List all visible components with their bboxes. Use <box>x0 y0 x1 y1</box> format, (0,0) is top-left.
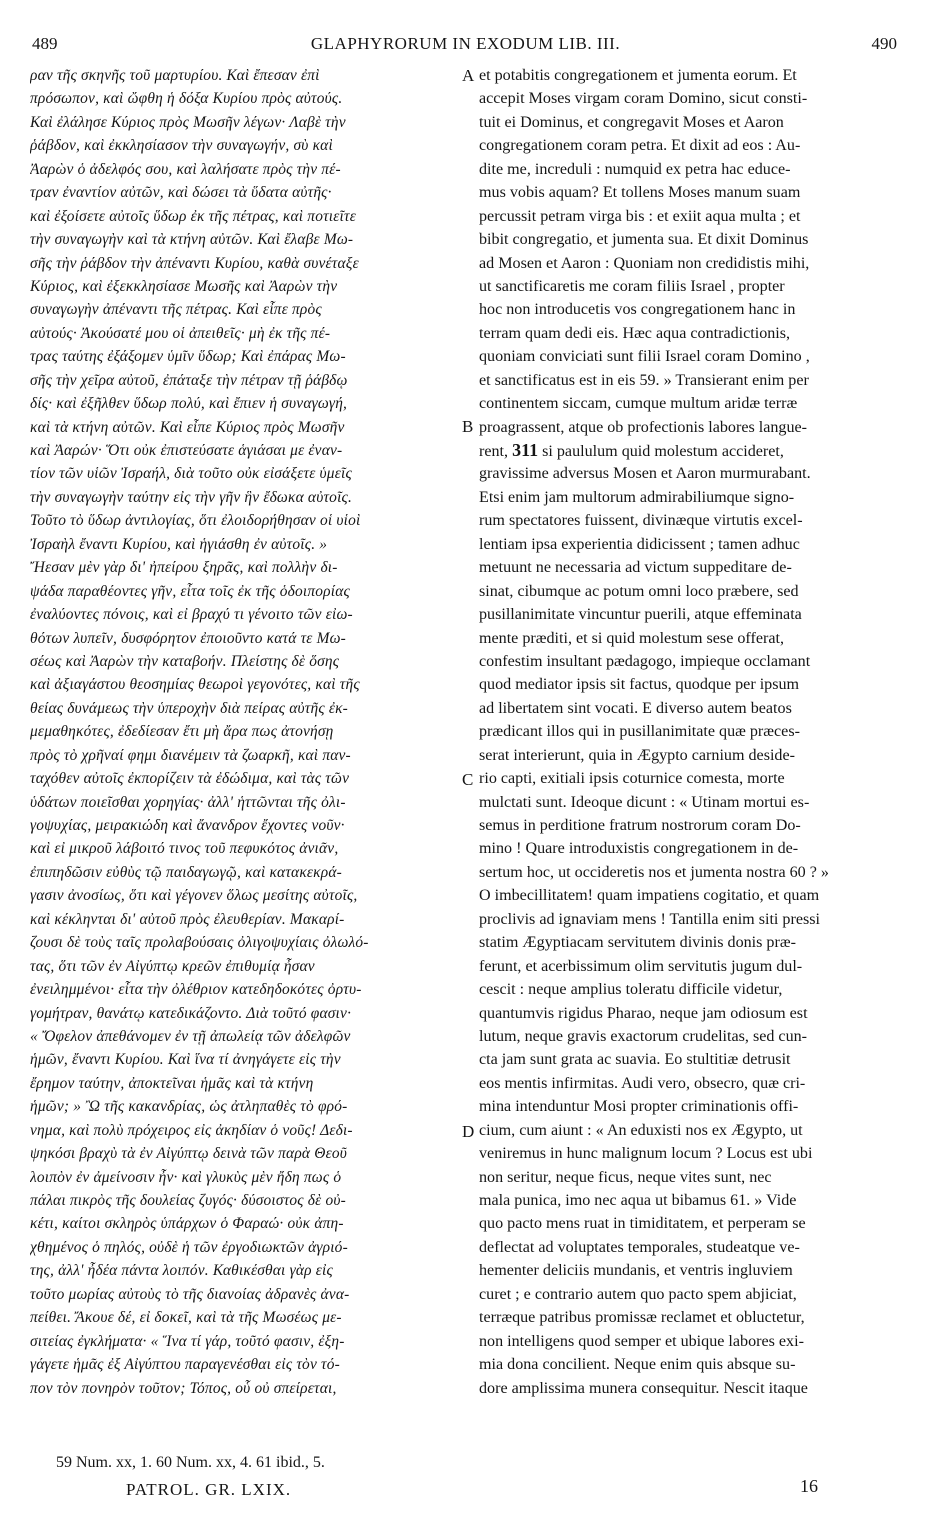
printer-signature: PATROL. GR. LXIX. <box>126 1480 292 1499</box>
latin-line: ferunt, et acerbissimum olim servitutis jugum dul- <box>479 957 803 975</box>
greek-line: ραν τῆς σκηνῆς τοῦ μαρτυρίου. Καὶ ἔπεσαν ἐπὶ <box>30 67 320 84</box>
greek-line: νημα, καὶ πολὺ πρόχειρος εἰς ἀκηδίαν ὁ νοῦς! Δεδι- <box>30 1121 353 1139</box>
latin-line: cta jam sunt grata ac suavia. Eo stultitiæ detrusit <box>479 1051 791 1069</box>
greek-line: πον τὸν πονηρὸν τοῦτον; Τόπος, οὗ οὐ σπείρεται, <box>30 1379 337 1397</box>
greek-line: ὑδάτων ποιεῖσθαι χορηγίας· ἀλλ' ἡττῶνται τῆς ὀλι- <box>30 793 346 811</box>
latin-line: non intelligens quod semper et ubique labores exi- <box>479 1332 804 1350</box>
latin-line: eos mentis infirmitas. Audi vero, obsecro, quæ cri- <box>479 1074 806 1092</box>
latin-line: bibit congregatio, et jumenta sua. Et dixit Dominus <box>479 231 809 249</box>
greek-line: καὶ ἀξιαγάστου θεοσημίας θεωροὶ γεγονότες, καὶ τῆς <box>30 676 360 694</box>
greek-line: γομήτραν, θανάτῳ κατεδικάζοντο. Διὰ τοῦτό φασιν· <box>30 1004 352 1022</box>
latin-line: non seritur, neque ficus, neque vites sunt, nec <box>479 1168 772 1186</box>
greek-line: συναγωγὴν ἀπέναντι τῆς πέτρας. Καὶ εἶπε πρὸς <box>30 301 322 319</box>
margin-letter-a: A <box>462 66 475 85</box>
greek-line: δίς· καὶ ἐξῆλθεν ὕδωρ πολύ, καὶ ἔπιεν ἡ συναγωγή, <box>30 395 348 413</box>
latin-line: mala punica, imo nec aqua ut bibamus 61. » Vide <box>479 1192 797 1209</box>
footnotes: 59 Num. xx, 1. 60 Num. xx, 4. 61 ibid., 5. <box>56 1454 325 1471</box>
greek-line: Ἀαρὼν ὁ ἀδελφός σου, καὶ λαλήσατε πρὸς τὴν πέ- <box>30 160 341 178</box>
greek-line: Ἤεσαν μὲν γὰρ δι' ἠπείρου ξηρᾶς, καὶ πολλὴν δι- <box>30 559 338 577</box>
greek-line: ἐνειλημμένοι· εἶτα τὴν ὀλέθριον κατεδηδοκότες ὀρτυ- <box>30 981 362 999</box>
latin-line: ad libertatem sint vocati. E diverso autem beatos <box>479 699 792 717</box>
latin-line: et potabitis congregationem et jumenta eorum. Et <box>479 67 797 84</box>
latin-line: ut sanctificaretis me coram filiis Israel , propter <box>479 277 785 295</box>
greek-line: καὶ κέκληνται δι' αὐτοῦ πρὸς ἐλευθερίαν. Μακαρί- <box>30 910 345 928</box>
latin-line: rum spectatores fuissent, divinæque virtutis excel- <box>479 512 803 530</box>
greek-line: πρὸς τὸ χρῆναί φημι διανέμειν τὰ ζωαρκῆ, καὶ παν- <box>30 746 351 764</box>
greek-line: λοιπὸν ἐν ἀμείνοσιν ἦν· καὶ γλυκὺς μὲν ἤδη πως ὁ <box>30 1168 342 1186</box>
greek-line: γάγετε ἡμᾶς ἐξ Αἰγύπτου παραγενέσθαι εἰς τὸν τό- <box>30 1356 340 1374</box>
greek-line: σιτείας ἐγκλήματα· « Ἵνα τί γάρ, τοῦτό φασιν, ἐξη- <box>30 1332 345 1350</box>
latin-line: mina intenduntur Mosi propter criminationis offi- <box>479 1098 799 1116</box>
greek-line: ταχόθεν αὐτοῖς ἐκπορίζειν τὰ ἐδώδιμα, καὶ τὰς τῶν <box>30 770 350 788</box>
greek-line: γασιν ἀνοσίως, ὅτι καὶ γέγονεν ὅλως μεσίτης αὐτοῖς, <box>30 887 358 905</box>
margin-letter-c: C <box>462 770 474 789</box>
page-header <box>28 34 903 60</box>
running-title: GLAPHYRORUM IN EXODUM LIB. III. <box>310 34 621 53</box>
latin-line: ad Mosen et Aaron : Quoniam non credidistis mihi, <box>479 254 810 272</box>
latin-line: continentem siccam, cumque multum aridæ terræ <box>479 395 798 413</box>
margin-letter-d: D <box>462 1122 475 1141</box>
latin-line: confestim insultant pædagogo, impieque occlamant <box>479 652 811 670</box>
greek-line: κέτι, καίτοι σκληρὸς ὑπάρχων ὁ Φαραώ· οὐκ ἀπη- <box>30 1215 344 1233</box>
latin-line: sinat, cibumque ac potum omni loco præbere, sed <box>479 582 799 600</box>
latin-line-text: rent, <box>479 443 513 460</box>
greek-line: θότων λυπεῖν, δυσφόρητον ἐποιοῦντο κατά τε Μω- <box>30 629 346 647</box>
latin-line: mente præditi, et si quid molestum sese offerat, <box>479 629 784 647</box>
greek-line: ψηκόσι βραχὺ τὰ ἐν Αἰγύπτῳ δεινὰ τῶν παρὰ Θεοῦ <box>30 1145 347 1163</box>
greek-line: πείθει. Ἄκουε δέ, εἰ δοκεῖ, καὶ τὰ τῆς Μωσέως με- <box>30 1309 342 1327</box>
latin-line: rio capti, exitiali ipsis coturnice comesta, morte <box>479 770 785 788</box>
greek-line: ἔρημον ταύτην, ἀποκτεῖναι ἡμᾶς καὶ τὰ κτήνη <box>30 1074 314 1092</box>
latin-line: semus in perditione fratrum nostrorum coram Do- <box>479 817 801 834</box>
latin-line: lutum, neque gravis exactorum crudelitas, sed cun- <box>479 1027 808 1045</box>
latin-line: cescit : neque amplius toleratu difficile videtur, <box>479 981 783 999</box>
latin-line: prædicant illos qui in pusillanimitate quæ præces- <box>479 723 800 741</box>
latin-line: tuit ei Dominus, et congregavit Moses et Aaron <box>479 113 784 131</box>
greek-line: ζουσι δὲ τοὺς ταῖς προλαβούσαις ὀλιγοψυχίαις ὀλωλό- <box>30 934 369 952</box>
greek-line: σῆς τὴν χεῖρα αὐτοῦ, ἐπάταξε τὴν πέτραν τῇ ῥάβδῳ <box>30 371 348 389</box>
latin-line: accepit Moses virgam coram Domino, sicut consti- <box>479 90 808 108</box>
latin-line: quod mediator ipsis sit factus, quodque per ipsum <box>479 676 800 694</box>
greek-line: αὐτούς· Ἀκούσατέ μου οἱ ἀπειθεῖς· μὴ ἐκ τῆς πέ- <box>30 324 331 342</box>
greek-line: τρας ταύτης ἐξάξομεν ὑμῖν ὕδωρ; Καὶ ἐπάρας Μω- <box>30 348 346 366</box>
latin-line-text: si paululum quid molestum accideret, <box>538 443 784 460</box>
greek-line: « Ὄφελον ἀπεθάνομεν ἐν τῇ ἀπωλείᾳ τῶν ἀδελφῶν <box>30 1027 351 1045</box>
greek-line: ψάδα παραθέοντες γῆν, εἶτα τοῖς ἐκ τῆς ὁδοιπορίας <box>30 582 350 600</box>
greek-line: τραν ἐναντίον αὐτῶν, καὶ δώσει τὰ ὕδατα αὐτῆς· <box>30 184 332 202</box>
latin-line: hementer deliciis mundanis, et ventris ingluviem <box>479 1262 793 1280</box>
latin-line: statim Ægyptiacam servitutem divinis donis præ- <box>479 934 796 952</box>
latin-line: mus vobis aquam? Et tollens Moses manum suam <box>479 184 801 202</box>
greek-line: πάλαι πικρὸς τῆς δουλείας ζυγός· δύσοιστος δὲ οὐ- <box>30 1192 346 1209</box>
latin-line: mino ! Quare introduxistis congregationem in de- <box>479 840 799 858</box>
latin-line: terræque patribus promissæ reclamet et obluctetur, <box>479 1309 805 1327</box>
greek-line: Ἰσραὴλ ἔναντι Κυρίου, καὶ ἡγιάσθη ἐν αὐτοῖς. » <box>30 535 328 553</box>
latin-line: quoniam conviciati sunt filii Israel coram Domino , <box>479 348 810 366</box>
latin-line: quo pacto mens ruat in timiditatem, et perperam se <box>479 1215 806 1233</box>
latin-line: et sanctificatus est in eis 59. » Transierant enim per <box>479 371 809 389</box>
latin-line: proclivis ad ignaviam mens ! Tantilla enim siti pressi <box>479 910 820 928</box>
latin-line: curet ; e contrario autem quo pacto spem abjiciat, <box>479 1285 797 1303</box>
greek-line: ἡμῶν; » Ὢ τῆς κακανδρίας, ὡς ἀτληπαθὲς τὸ φρό- <box>30 1098 348 1116</box>
latin-line: terram quam dedi eis. Hæc aqua contradictionis, <box>479 324 791 342</box>
greek-line: τίον τῶν υἱῶν Ἰσραήλ, διὰ τοῦτο οὐκ εἰσάξετε ὑμεῖς <box>30 465 352 483</box>
greek-line: χθημένος ὁ πηλός, οὐδὲ ἡ τῶν ἐργοδιωκτῶν ἀγριό- <box>30 1238 348 1256</box>
greek-line: καὶ εἰ μικροῦ λάβοιτό τινος τοῦ πεφυκότος ἀνιᾶν, <box>30 840 339 858</box>
page-number-left: 489 <box>32 34 58 53</box>
latin-line: hoc non introducetis vos congregationem hanc in <box>479 301 796 319</box>
greek-line: ἐναλύοντες πόνοις, καὶ εἰ βραχύ τι γένοιτο τῶν εἰω- <box>30 606 353 624</box>
greek-line: πρόσωπον, καὶ ὤφθη ἡ δόξα Κυρίου πρὸς αὐτούς. <box>30 90 343 108</box>
latin-line: cium, cum aiunt : « An eduxisti nos ex Ægypto, ut <box>479 1121 803 1139</box>
latin-line: dore amplissima munera consequitur. Nescit itaque <box>479 1379 808 1397</box>
latin-line: O imbecillitatem! quam impatiens cogitatio, et quam <box>479 887 820 905</box>
latin-line: sertum hoc, ut occideretis nos et jumenta nostra 60 ? » <box>479 863 829 881</box>
column-number-marker: 311 <box>512 440 539 460</box>
greek-line: Τοῦτο τὸ ὕδωρ ἀντιλογίας, ὅτι ἐλοιδορήθησαν οἱ υἱοὶ <box>30 512 361 530</box>
latin-line: pusillanimitate vincuntur puerili, atque effeminata <box>479 606 802 624</box>
greek-line: Καὶ ἐλάλησε Κύριος πρὸς Μωσῆν λέγων· Λαβὲ τὴν <box>30 113 346 131</box>
greek-line: της, ἀλλ' ἦδέα πάντα λοιπόν. Καθικέσθαι γὰρ εἰς <box>30 1262 333 1280</box>
margin-letter-b: B <box>462 417 474 436</box>
greek-line: τοῦτο μωρίας αὐτοὺς τὸ τῆς διανοίας ἀδρανὲς ἀνα- <box>30 1285 350 1303</box>
latin-line: percussit petram virga bis : et exiit aqua multa ; et <box>479 207 801 225</box>
page-number-right: 490 <box>871 34 897 53</box>
latin-line: mulctati sunt. Ideoque dicunt : « Utinam mortui es- <box>479 793 810 811</box>
latin-line: lentiam ipsa experientia didicissent ; tamen adhuc <box>479 535 800 553</box>
latin-line: metuunt ne necessaria ad victum suppeditare de- <box>479 559 792 577</box>
greek-line: ἡμῶν, ἔναντι Κυρίου. Καὶ ἵνα τί ἀνηγάγετε εἰς τὴν <box>30 1051 341 1069</box>
greek-line: ῥάβδον, καὶ ἐκκλησίασον τὴν συναγωγήν, σὺ καὶ <box>30 137 333 155</box>
greek-line: τας, ὅτι τῶν ἐν Αἰγύπτῳ κρεῶν ἐπιθυμίᾳ ἦσαν <box>30 957 315 975</box>
greek-column <box>30 64 456 1448</box>
greek-line: γοψυχίας, μειρακιώδη καὶ ἄνανδρον ἔχοντες νοῦν· <box>30 817 345 834</box>
greek-line: καὶ ἐξοίσετε αὐτοῖς ὕδωρ ἐκ τῆς πέτρας, καὶ ποτιεῖτε <box>30 207 356 225</box>
greek-line: μεμαθηκότες, ἐδεδίεσαν ἔτι μὴ ἄρα πως ἀτονήσῃ <box>30 723 334 741</box>
greek-line: καὶ Ἀαρών· Ὅτι οὐκ ἐπιστεύσατε ἁγιάσαι με ἐναν- <box>30 442 343 459</box>
latin-line <box>479 439 903 462</box>
latin-line: Etsi enim jam multorum admirabiliumque signo- <box>479 488 795 506</box>
greek-line: σῆς τὴν ῥάβδον τὴν ἀπέναντι Κυρίου, καθὰ συνέταξε <box>30 254 359 272</box>
greek-line: θείας δυνάμεως τὴν ὑπεροχὴν διὰ πείρας αὐτῆς ἐκ- <box>30 699 348 717</box>
latin-line: congregationem coram petra. Et dixit ad eos : Au- <box>479 137 801 155</box>
latin-line: quantumvis rigidus Pharao, neque jam odiosum est <box>479 1004 808 1022</box>
latin-column <box>479 64 903 1448</box>
greek-line: ἐπιπηδῶσιν εὐθὺς τῷ παιδαγωγῷ, καὶ κατακεκρά- <box>30 863 342 881</box>
latin-line: veniremus in hunc malignum locum ? Locus est ubi <box>479 1145 813 1163</box>
latin-line: serat interierunt, quia in Ægypto carnium deside- <box>479 746 795 764</box>
latin-line: proagrassent, atque ob profectionis labores langue- <box>479 418 808 436</box>
greek-line: Κύριος, καὶ ἐξεκκλησίασε Μωσῆς καὶ Ἀαρὼν τὴν <box>30 277 338 295</box>
greek-line: τὴν συναγωγὴν ταύτην εἰς τὴν γῆν ἣν ἔδωκα αὐτοῖς. <box>30 488 353 506</box>
greek-line: σέως καὶ Ἀαρὼν τὴν καταβοήν. Πλείστης δὲ ὅσης <box>30 652 340 670</box>
latin-line: dite me, increduli : numquid ex petra hac educe- <box>479 160 791 178</box>
greek-line: καὶ τὰ κτήνη αὐτῶν. Καὶ εἶπε Κύριος πρὸς Μωσῆν <box>30 418 345 436</box>
latin-line: mia dona concilient. Neque enim quis absque su- <box>479 1356 796 1374</box>
sheet-number: 16 <box>800 1476 818 1496</box>
latin-line: deflectat ad voluptates temporales, studeatque ve- <box>479 1238 800 1256</box>
latin-line: gravissime adversus Mosen et Aaron murmurabant. <box>479 465 811 483</box>
greek-line: τὴν συναγωγὴν καὶ τὰ κτήνη αὐτῶν. Καὶ ἔλαβε Μω- <box>30 231 354 249</box>
